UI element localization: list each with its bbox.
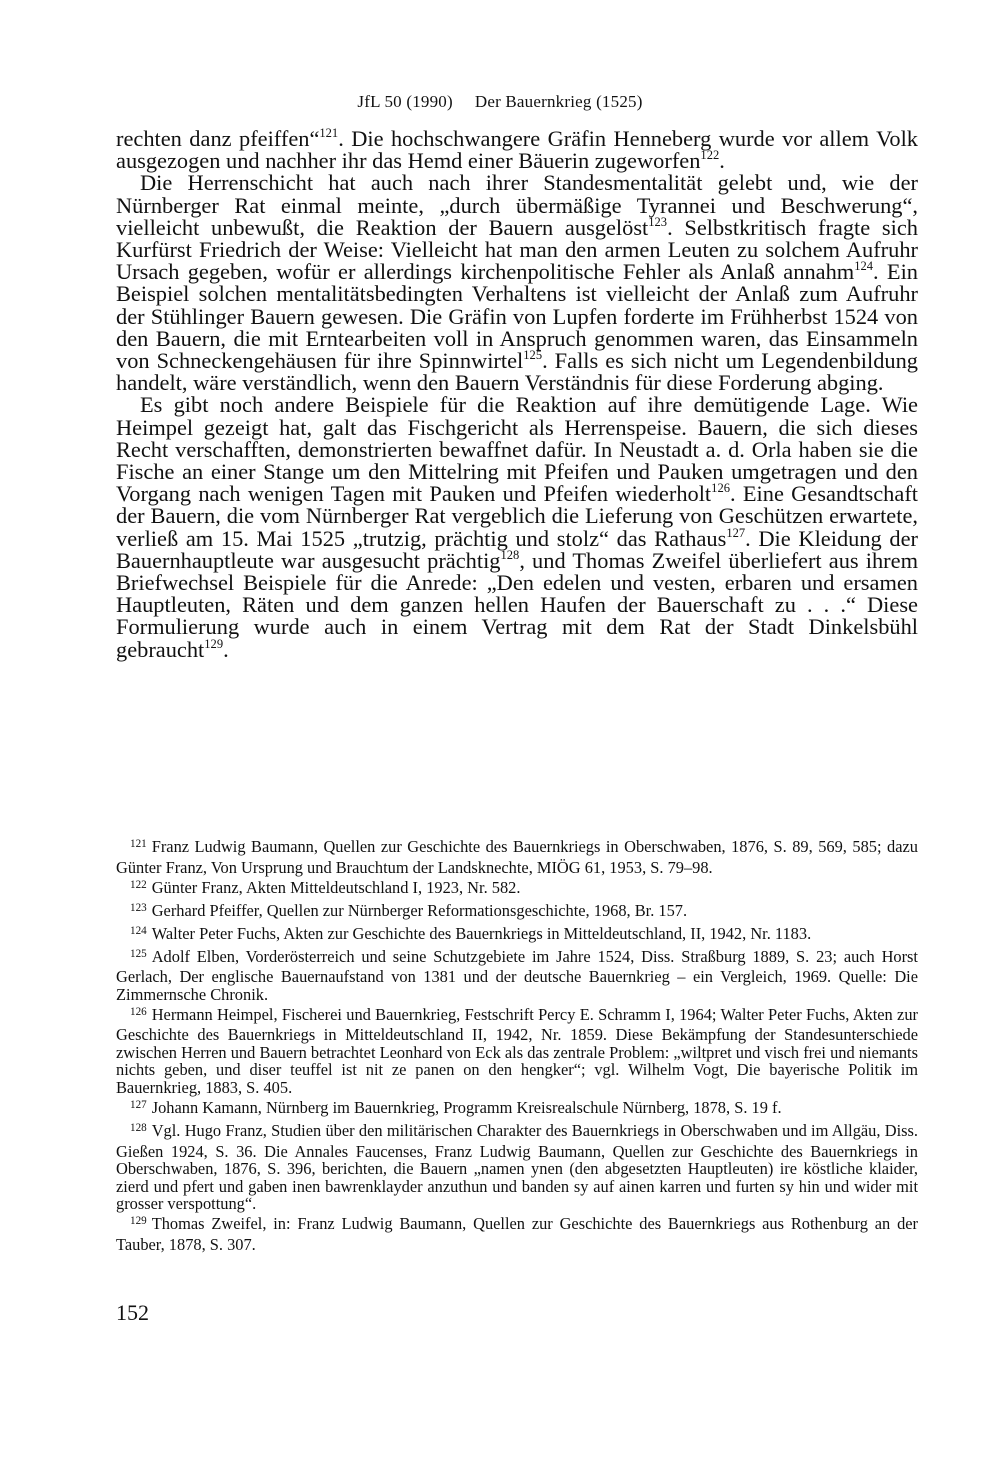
footnote-124 xyxy=(116,925,918,946)
text-segment: , und Thomas Zweifel überliefert aus ihrem Briefwechsel Beispiele für die Anrede: „Den edelen und vesten, erbaren und ersamen Hauptleuten, Räten und dem ganzen hellen Haufen der Bauerschaft zu . . .“ Diese Formulierung wurde auch in einem Vertrag mit dem Rat der Stadt Dinkelsbühl gebraucht xyxy=(116,547,918,662)
article-title: Der Bauernkrieg (1525) xyxy=(474,92,643,111)
footnote-number: 126 xyxy=(130,1005,147,1018)
footnote-text: Franz Ludwig Baumann, Quellen zur Geschichte des Bauernkriegs in Oberschwaben, 1876, S. 89, 569, 585; dazu Günter Franz, Von Ursprung und Brauchtum der Landsknechte, MIÖG 61, 1953, S. 79–98. xyxy=(116,837,918,877)
text-segment: . Falls es sich nicht um Legendenbildung handelt, wäre verständlich, wenn den Bauern Verständnis für diese Forderung abging. xyxy=(116,348,918,396)
footnote-121 xyxy=(116,838,918,876)
text-segment: Es gibt noch andere Beispiele für die Reaktion auf ihre demütigende Lage. Wie Heimpel gezeigt hat, galt das Fischgericht als Herrenspeise. Bauern, die sich dieses Recht verschafften, demonstrierten bewaffnet dafür. In Neustadt a. d. Orla haben sie die Fische an einer Stange um den Mittelring mit Pfeifen und Pauken umgetragen und den Vorgang nach wenigen Tagen mit Pauken und Pfeifen wiederholt xyxy=(116,392,918,507)
footnote-number: 124 xyxy=(130,924,147,937)
footnote-reference-122[interactable]: 122 xyxy=(700,148,720,163)
footnote-123 xyxy=(116,902,918,923)
footnote-number: 122 xyxy=(130,878,147,891)
footnote-reference-129[interactable]: 129 xyxy=(204,636,224,651)
footnote-127 xyxy=(116,1099,918,1120)
footnote-reference-127[interactable]: 127 xyxy=(726,525,746,540)
footnote-text: Thomas Zweifel, in: Franz Ludwig Baumann, Quellen zur Geschichte des Bauernkriegs aus Rothenburg an der Tauber, 1878, S. 307. xyxy=(116,1214,918,1254)
page-number: 152 xyxy=(116,1300,149,1325)
footnote-122 xyxy=(116,879,918,900)
footnote-text: Adolf Elben, Vorderösterreich und seine Schutzgebiete im Jahre 1524, Diss. Straßburg 1889, S. 23; auch Horst Gerlach, Der englische Bauernaufstand von 1381 und der deutsche Bauernkrieg – ein Vergleich, 1969. Quelle: Die Zimmernsche Chronik. xyxy=(116,946,918,1004)
footnote-text: Vgl. Hugo Franz, Studien über den militärischen Charakter des Bauernkriegs in Oberschwaben und im Allgäu, Diss. Gießen 1924, S. 36. Die Annales Faucenses, Franz Ludwig Baumann, Quellen zur Geschichte des Bauernkriegs in Oberschwaben, 1876, S. 396, berichten, die Bauern „namen ynen (den abgesetzten Hauptleuten) ire köstliche klaider, zierd und pfert und gaben inen bawrenklayder anzuthun und banden sy auf ainen karren und furten sy hin und wider mit grosser verspottung“. xyxy=(116,1121,918,1214)
text-segment: . xyxy=(719,148,725,174)
footnote-reference-123[interactable]: 123 xyxy=(648,214,668,229)
text-segment: . Die Kleidung der Bauernhauptleute war ausgesucht prächtig xyxy=(116,525,918,573)
footnote-number: 123 xyxy=(130,901,147,914)
footnote-text: Hermann Heimpel, Fischerei und Bauernkrieg, Festschrift Percy E. Schramm I, 1964; Walter Peter Fuchs, Akten zur Geschichte des Bauernkriegs in Mitteldeutschland II, 1942, Nr. 1859. Diese Bekämpfung der Standesunterschiede zwischen Herren und Bauern betrachtet Leonhard von Eck als das zentrale Problem: „wiltpret und visch frei und niemants nichts geben, und diser teuffel ist nit ze panen on den hengker“; vgl. Wilhelm Vogt, Die bayerische Politik im Bauernkrieg, 1883, S. 405. xyxy=(116,1004,918,1098)
paragraph-2 xyxy=(116,172,918,394)
footnote-reference-121[interactable]: 121 xyxy=(319,125,339,140)
footnote-number: 128 xyxy=(130,1122,147,1135)
footnote-125 xyxy=(116,948,918,1004)
footnote-text: Günter Franz, Akten Mitteldeutschland I, 1923, Nr. 582. xyxy=(151,877,521,897)
main-text xyxy=(116,125,919,662)
footnote-reference-128[interactable]: 128 xyxy=(500,547,520,562)
text-segment: . xyxy=(223,636,229,662)
footnote-text: Walter Peter Fuchs, Akten zur Geschichte des Bauernkriegs in Mitteldeutschland, II, 1942, Nr. 1183. xyxy=(151,923,812,943)
text-segment: . Ein Beispiel solchen mentalitätsbedingten Verhaltens ist vielleicht der Anlaß zum Aufruhr der Stühlinger Bauern gewesen. Die Gräfin von Lupfen forderte im Frühherbst 1524 von den Bauern, die mit Erntearbeiten voll in Anspruch genommen waren, das Einsammeln von Schneckengehäusen für ihre Spinnwirtel xyxy=(116,259,919,374)
text-segment: rechten danz pfeiffen“ xyxy=(116,126,320,151)
paragraph-1 xyxy=(116,125,918,174)
text-segment: . Die hochschwangere Gräfin Henneberg wurde vor allem Volk ausgezogen und nachher ihr das Hemd einer Bäuerin zugeworfen xyxy=(116,126,918,174)
paragraph-3 xyxy=(116,394,918,660)
footnote-129 xyxy=(116,1215,918,1253)
text-segment: Die Herrenschicht hat auch nach ihrer Standesmentalität gelebt und, wie der Nürnberger Rat einmal meinte, „durch übermäßige Tyrannei und Beschwerung“, vielleicht unbewußt, die Reaktion der Bauern ausgelöst xyxy=(116,170,918,240)
footnote-reference-125[interactable]: 125 xyxy=(523,348,543,362)
footnote-number: 129 xyxy=(130,1215,147,1228)
footnote-126 xyxy=(116,1006,918,1097)
text-segment: . Eine Gesandtschaft der Bauern, die vom Nürnberger Rat vergeblich die Lieferung von Geschützen erwartete, verließ am 15. Mai 1525 „trutzig, prächtig und stolz“ das Rathaus xyxy=(116,481,918,551)
footnote-text: Gerhard Pfeiffer, Quellen zur Nürnberger Reformationsgeschichte, 1968, Br. 157. xyxy=(151,900,688,920)
running-head xyxy=(0,92,1000,112)
footnote-text: Johann Kamann, Nürnberg im Bauernkrieg, Programm Kreisrealschule Nürnberg, 1878, S. 19 f. xyxy=(151,1098,782,1118)
text-segment: . Selbstkritisch fragte sich Kurfürst Friedrich der Weise: Vielleicht hat man den armen Leuten zu solchem Aufruhr Ursach gegeben, wofür er allerdings kirchenpolitische Fehler als Anlaß annahm xyxy=(116,214,918,285)
footnote-reference-126[interactable]: 126 xyxy=(711,481,730,496)
footnote-number: 125 xyxy=(130,947,147,960)
footnote-reference-124[interactable]: 124 xyxy=(854,259,873,274)
footnotes-section xyxy=(116,838,918,1256)
footnote-number: 127 xyxy=(130,1099,147,1112)
footnote-128 xyxy=(116,1122,918,1213)
footnote-number: 121 xyxy=(130,837,147,850)
journal-reference: JfL 50 (1990) xyxy=(357,92,453,111)
